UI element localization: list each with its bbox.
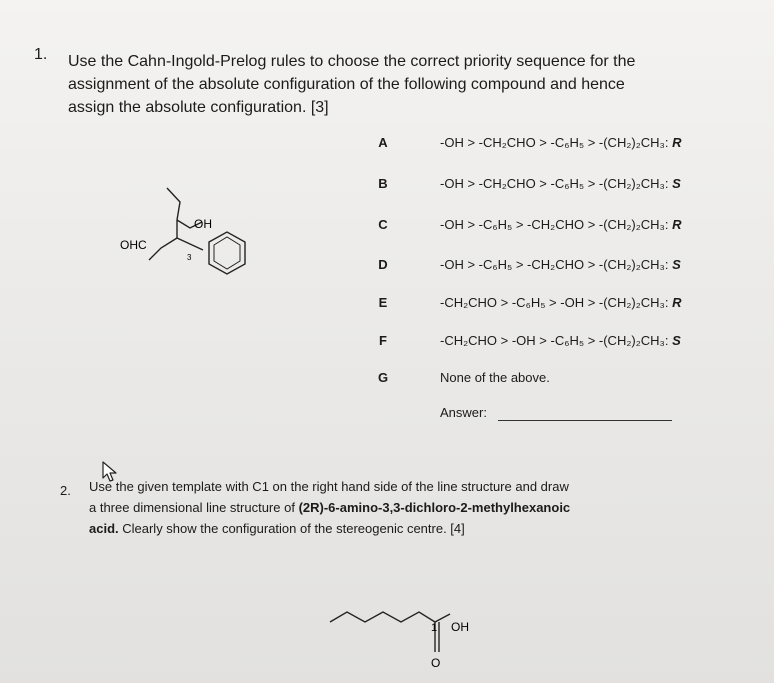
question-2-line: a three dimensional line structure of (2R)-6-amino-3,3-dichloro-2-methylhexanoic xyxy=(89,500,571,515)
option-f-text: -CH₂CHO > -OH > -C₆H₅ > -(CH₂)₂CH₃: S xyxy=(440,333,681,348)
question-2-number: 2. xyxy=(60,483,71,498)
option-letter-f: F xyxy=(379,333,387,348)
template-oh-label: OH xyxy=(451,620,469,634)
locant-label: 3 xyxy=(187,253,192,262)
option-letter-a: A xyxy=(378,135,388,150)
option-letter-b: B xyxy=(378,176,388,191)
template-o-label: O xyxy=(431,656,441,670)
question-1-number: 1. xyxy=(34,46,48,63)
question-1-text xyxy=(68,50,728,119)
option-letter-c: C xyxy=(378,217,388,232)
option-letter-g: G xyxy=(377,370,389,385)
question-1-line: Use the Cahn-Ingold-Prelog rules to choose the correct priority sequence for the xyxy=(68,53,636,70)
question-1-line: assignment of the absolute configuration of the following compound and hence xyxy=(68,76,625,93)
answer-label: Answer: xyxy=(440,405,487,420)
option-c-text: -OH > -C₆H₅ > -CH₂CHO > -(CH₂)₂CH₃: R xyxy=(440,217,682,232)
q1-chemical-structure xyxy=(105,180,275,300)
ohc-label: OHC xyxy=(120,238,147,252)
question-2-text xyxy=(89,476,749,539)
q2-template-structure xyxy=(325,600,505,675)
option-g-text: None of the above. xyxy=(440,370,550,385)
question-2-line: acid. Clearly show the configuration of the stereogenic centre. [4] xyxy=(89,521,465,536)
question-1-line: assign the absolute configuration. [3] xyxy=(68,99,329,116)
option-e-text: -CH₂CHO > -C₆H₅ > -OH > -(CH₂)₂CH₃: R xyxy=(440,295,682,310)
option-letter-e: E xyxy=(378,295,388,310)
option-a-text: -OH > -CH₂CHO > -C₆H₅ > -(CH₂)₂CH₃: R xyxy=(440,135,682,150)
c1-locant-label: 1 xyxy=(431,622,438,634)
option-letter-d: D xyxy=(378,257,388,272)
answer-blank-line[interactable] xyxy=(498,420,672,421)
question-2-line: Use the given template with C1 on the right hand side of the line structure and draw xyxy=(89,479,569,494)
oh-label: OH xyxy=(194,217,212,231)
option-b-text: -OH > -CH₂CHO > -C₆H₅ > -(CH₂)₂CH₃: S xyxy=(440,176,681,191)
option-d-text: -OH > -C₆H₅ > -CH₂CHO > -(CH₂)₂CH₃: S xyxy=(440,257,681,272)
structure-bonds xyxy=(149,188,245,274)
